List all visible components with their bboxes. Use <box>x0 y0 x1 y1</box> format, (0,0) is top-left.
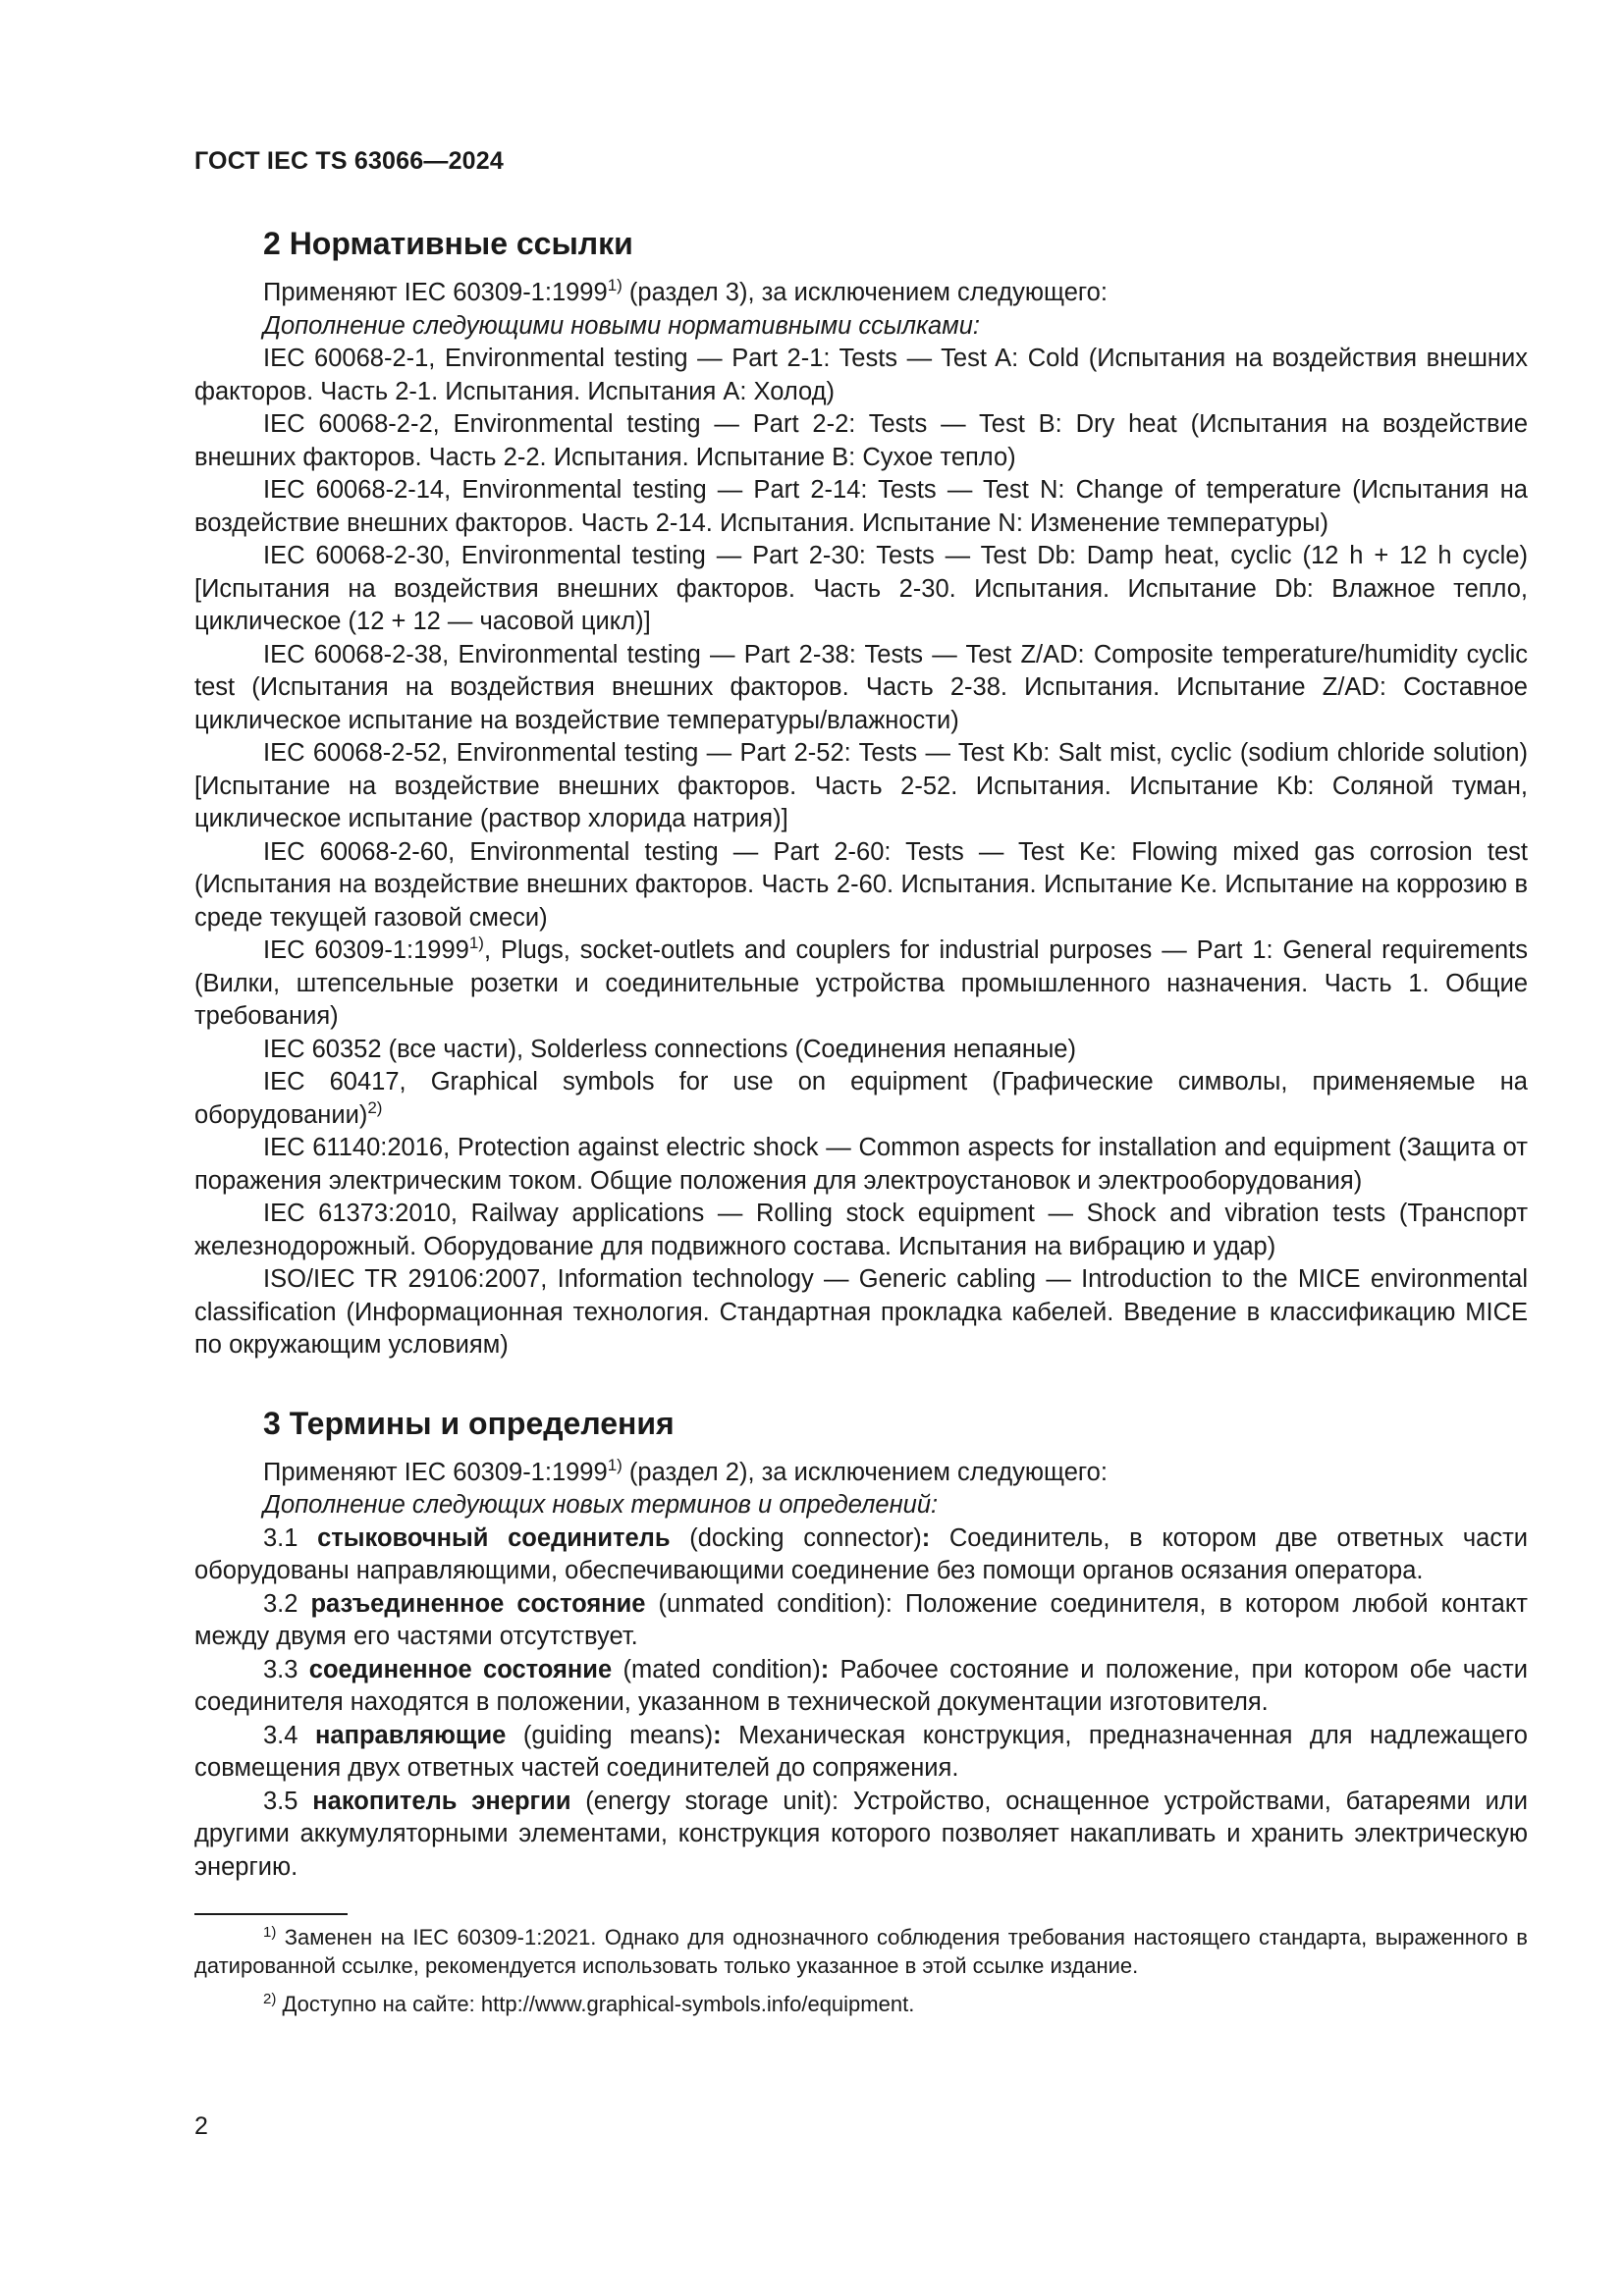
normative-reference: IEC 60068-2-1, Environmental testing — Part 2-1: Tests — Test A: Cold (Испытания на воздействия внешних факторов. Часть 2-1. Испытания. Испытания A: Холод) <box>194 345 1528 405</box>
term-number: 3.1 <box>263 1523 318 1552</box>
intro-text: Применяют IEC 60309-1:1999 <box>263 1458 608 1486</box>
footnote-mark: 1) <box>263 1924 277 1941</box>
page-number: 2 <box>194 2112 208 2140</box>
section-2-intro <box>194 277 1528 310</box>
normative-reference: IEC 60068-2-2, Environmental testing — Part 2-2: Tests — Test B: Dry heat (Испытания на воздействие внешних факторов. Часть 2-2. Испытания. Испытание B: Сухое тепло) <box>194 410 1528 471</box>
normative-reference: IEC 60068-2-38, Environmental testing — Part 2-38: Tests — Test Z/AD: Composite temperature/humidity cyclic test (Испытания на воздействия внешних факторов. Часть 2-38. Испытания. Испытание Z/AD: Составное циклическое испытание на воздействие температуры/влажности) <box>194 640 1528 734</box>
term-name: разъединенное состояние <box>310 1589 646 1618</box>
ref-text: IEC 60417, Graphical symbols for use on equipment (Графические символы, применяемые на оборудовании) <box>194 1068 1528 1129</box>
term-english: (guiding means) <box>506 1721 714 1749</box>
footnote-mark: 2) <box>263 1991 277 2007</box>
term-english: (docking connector) <box>670 1523 922 1552</box>
normative-reference: IEC 61140:2016, Protection against electric shock — Common aspects for installation and equipment (Защита от поражения электрическим током. Общие положения для электроустановок и электрооборудования) <box>194 1134 1528 1195</box>
section-3-intro <box>194 1457 1528 1490</box>
footnote-text: Доступно на сайте: http://www.graphical-symbols.info/equipment. <box>276 1992 915 2016</box>
term-name: накопитель энергии <box>312 1787 571 1815</box>
footnotes <box>194 1923 1528 2018</box>
footnote-ref-1: 1) <box>607 1455 623 1474</box>
term-colon: : <box>820 1655 830 1683</box>
footnote-ref-1: 1) <box>468 934 484 952</box>
term-definition <box>194 1588 1528 1654</box>
footnote-ref-2: 2) <box>367 1097 383 1117</box>
section-2-supplement: Дополнение следующими новыми нормативными ссылками: <box>263 311 980 340</box>
section-3-supplement: Дополнение следующих новых терминов и определений: <box>263 1491 939 1519</box>
footnote-1 <box>194 1923 1528 1980</box>
term-colon: : <box>832 1787 839 1815</box>
normative-reference: IEC 61373:2010, Railway applications — Rolling stock equipment — Shock and vibration tests (Транспорт железнодорожный. Оборудование для подвижного состава. Испытания на вибрацию и удар) <box>194 1200 1528 1260</box>
footnote-2 <box>194 1990 1528 2018</box>
section-2-title: 2 Нормативные ссылки <box>263 226 633 261</box>
normative-reference: ISO/IEC TR 29106:2007, Information technology — Generic cabling — Introduction to the MICE environmental classification (Информационная технология. Стандартная прокладка кабелей. Введение в классификацию MICE по окружающим условиям) <box>194 1265 1528 1359</box>
term-number: 3.2 <box>263 1589 311 1618</box>
term-name: направляющие <box>314 1721 507 1749</box>
footnote-separator <box>194 1913 348 1915</box>
term-number: 3.4 <box>263 1721 315 1749</box>
normative-reference: IEC 60068-2-52, Environmental testing — Part 2-52: Tests — Test Kb: Salt mist, cyclic (sodium chloride solution) [Испытание на воздействие внешних факторов. Часть 2-52. Испытания. Испытание Kb: Соляной туман, циклическое испытание (раствор хлорида натрия)] <box>194 739 1528 832</box>
document-header: ГОСТ IEC TS 63066—2024 <box>194 147 504 175</box>
footnote-text: Заменен на IEC 60309-1:2021. Однако для однозначного соблюдения требования настоящего стандарта, выраженного в датированной ссылке, рекомендуется использовать только указанное в этой ссылке издание. <box>194 1925 1528 1978</box>
term-english: (mated condition) <box>612 1655 821 1683</box>
intro-text-tail: (раздел 2), за исключением следующего: <box>622 1458 1108 1486</box>
normative-reference-60309 <box>194 934 1528 1034</box>
term-definition <box>194 1720 1528 1786</box>
term-definition <box>194 1522 1528 1588</box>
term-name: стыковочный соединитель <box>317 1523 671 1552</box>
normative-reference-60417 <box>194 1066 1528 1132</box>
term-text: Устройство, оснащенное устройствами, батареями или другими аккумуляторными элементами, конструкция которого позволяет накапливать и хранить электрическую энергию. <box>194 1787 1528 1881</box>
term-english: (energy storage unit) <box>570 1787 833 1815</box>
normative-reference-60352: IEC 60352 (все части), Solderless connections (Соединения непаяные) <box>263 1035 1076 1063</box>
normative-reference: IEC 60068-2-14, Environmental testing — Part 2-14: Tests — Test N: Change of temperature (Испытания на воздействие внешних факторов. Часть 2-14. Испытания. Испытание N: Изменение температуры) <box>194 476 1528 537</box>
intro-text: Применяют IEC 60309-1:1999 <box>263 279 608 306</box>
page-content <box>194 224 1528 2018</box>
ref-text: IEC 60309-1:1999 <box>263 936 469 964</box>
term-english: (unmated condition) <box>645 1589 886 1618</box>
section-3-title: 3 Термины и определения <box>263 1405 675 1441</box>
term-text: Соединитель, в котором две ответных части оборудованы направляющими, обеспечивающими соединение без помощи органов осязания оператора. <box>194 1523 1528 1584</box>
term-definition <box>194 1786 1528 1885</box>
term-colon: : <box>885 1589 893 1618</box>
normative-reference: IEC 60068-2-30, Environmental testing — Part 2-30: Tests — Test Db: Damp heat, cyclic (12 h + 12 h cycle) [Испытания на воздействия внешних факторов. Часть 2-30. Испытания. Испытание Db: Влажное тепло, циклическое (12 + 12 — часовой цикл)] <box>194 542 1528 635</box>
term-colon: : <box>921 1523 931 1552</box>
term-number: 3.5 <box>263 1787 313 1815</box>
ref-text-tail: , Plugs, socket-outlets and couplers for industrial purposes — Part 1: General requirements (Вилки, штепсельные розетки и соединительные устройства промышленного назначения. Часть 1. Общие требования) <box>194 936 1528 1030</box>
term-text: Механическая конструкция, предназначенная для надлежащего совмещения двух ответных частей соединителей до сопряжения. <box>194 1721 1528 1782</box>
term-text: Положение соединителя, в котором любой контакт между двумя его частями отсутствует. <box>194 1589 1528 1650</box>
term-number: 3.3 <box>263 1655 309 1683</box>
term-name: соединенное состояние <box>308 1655 613 1683</box>
term-text: Рабочее состояние и положение, при котором обе части соединителя находятся в положении, указанном в технической документации изготовителя. <box>194 1655 1528 1716</box>
normative-reference: IEC 60068-2-60, Environmental testing — Part 2-60: Tests — Test Ke: Flowing mixed gas corrosion test (Испытания на воздействие внешних факторов. Часть 2-60. Испытания. Испытание Ke. Испытание на коррозию в среде текущей газовой смеси) <box>194 837 1528 932</box>
intro-text-tail: (раздел 3), за исключением следующего: <box>622 279 1108 306</box>
term-definition <box>194 1654 1528 1720</box>
footnote-ref-1: 1) <box>607 276 623 294</box>
term-colon: : <box>713 1721 722 1749</box>
